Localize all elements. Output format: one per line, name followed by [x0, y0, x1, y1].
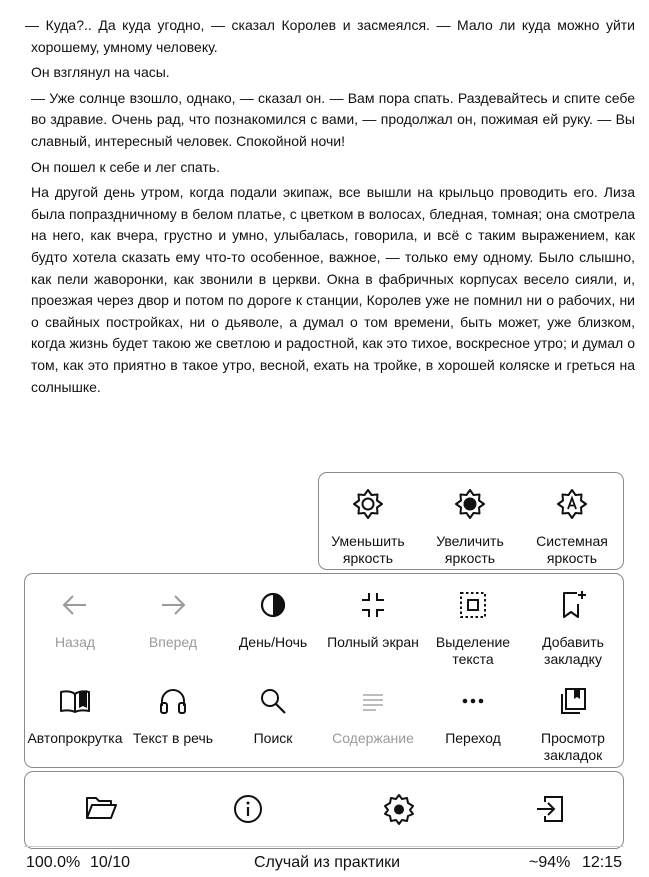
forward-label: Вперед [148, 634, 198, 650]
contents-button[interactable] [324, 684, 422, 747]
add-bookmark-label: Добавить закладку [542, 634, 604, 667]
fullscreen-label: Полный экран [327, 634, 419, 650]
search-icon [256, 684, 290, 718]
zoom-level: 100.0% [26, 854, 81, 871]
text-to-speech-label: Текст в речь [132, 730, 214, 746]
brightness-high-icon [453, 487, 487, 521]
decrease-brightness-button[interactable] [319, 487, 417, 567]
list-icon [356, 684, 390, 718]
back-button[interactable] [26, 588, 124, 651]
paragraph: — Уже солнце взошло, однако, — сказал он. — Вам пора спать. Раздевайтесь и спите себе во здравие. Очень рад, что познакомился с вами, — продолжал он, пожимая ей руку. — Вы славный, интересный человек. Спокойной ночи! [31, 89, 635, 149]
fullscreen-button[interactable] [324, 588, 422, 651]
add-bookmark-button[interactable] [524, 588, 622, 668]
goto-button[interactable] [424, 684, 522, 747]
select-text-button[interactable] [424, 588, 522, 668]
book-text [25, 15, 635, 402]
autoscroll-button[interactable] [26, 684, 124, 747]
select-text-label: Выделение текста [435, 634, 511, 667]
text-to-speech-button[interactable] [124, 684, 222, 747]
view-bookmarks-button[interactable] [524, 684, 622, 764]
bottom-toolbar [24, 771, 624, 849]
forward-button[interactable] [124, 588, 222, 651]
brightness-auto-icon [555, 487, 589, 521]
search-label: Поиск [253, 730, 293, 746]
view-bookmarks-label: Просмотр закладок [541, 730, 605, 763]
bookmark-add-icon [556, 588, 590, 622]
paragraph: Он взглянул на часы. [31, 64, 170, 81]
fullscreen-exit-icon [356, 588, 390, 622]
increase-brightness-button[interactable] [421, 487, 519, 567]
folder-open-icon[interactable] [83, 792, 119, 824]
clock: 12:15 [582, 854, 623, 871]
more-horizontal-icon [456, 684, 490, 718]
brightness-panel [318, 472, 624, 570]
battery-level: ~94% [529, 854, 571, 871]
system-brightness-label: Системная яркость [536, 533, 608, 566]
paragraph: — Куда?.. Да куда угодно, — сказал Королев и засмеялся. — Мало ли куда можно уйти хорошему, умному человеку. [25, 17, 635, 55]
contents-label: Содержание [332, 730, 414, 746]
day-night-button[interactable] [224, 588, 322, 651]
autoscroll-label: Автопрокрутка [27, 730, 123, 746]
paragraph: Он пошел к себе и лег спать. [31, 158, 220, 175]
info-icon[interactable] [231, 792, 265, 826]
back-label: Назад [54, 634, 96, 650]
bookmarks-icon [556, 684, 590, 718]
exit-icon[interactable] [533, 792, 567, 826]
goto-label: Переход [445, 730, 501, 746]
contrast-icon [256, 588, 290, 622]
headphones-icon [156, 684, 190, 718]
day-night-label: День/Ночь [238, 634, 308, 650]
system-brightness-button[interactable] [523, 487, 621, 567]
reader-menu-panel [24, 573, 624, 768]
increase-brightness-label: Увеличить яркость [436, 533, 504, 566]
arrow-right-icon [156, 588, 190, 622]
paragraph: На другой день утром, когда подали экипаж, все вышли на крыльцо проводить его. Лиза была попраздничному в белом платье, с цветком в волосах, бледная, томная; она смотрела на него, как вчера, грустно и умно, улыбалась, говорила, и всё с таким выражением, как будто хотела сказать ему что-то особенное, важное, — только ему одному. Было слышно, как пели жаворонки, как звонили в церкви. Окна в фабричных корпусах весело сияли, и, проезжая через двор и потом по дороге к станции, Королев уже не помнил ни о рабочих, ни о свайных постройках, ни о дьяволе, а думал о том времени, быть может, уже близком, когда жизнь будет такою же светлою и радостной, как это тихое, воскресное утро; и думал о том, как это приятно в такое утро, весной, ехать на тройке, в хорошей коляске и греться на солнышке. [31, 184, 635, 395]
brightness-low-icon [351, 487, 385, 521]
book-open-icon [57, 684, 93, 718]
page-counter: 10/10 [90, 854, 131, 871]
settings-icon[interactable] [382, 792, 416, 826]
decrease-brightness-label: Уменьшить яркость [331, 533, 405, 566]
search-button[interactable] [224, 684, 322, 747]
arrow-left-icon [58, 588, 92, 622]
book-title: Случай из практики [254, 854, 401, 871]
select-all-icon [456, 588, 490, 622]
status-divider [24, 846, 624, 847]
